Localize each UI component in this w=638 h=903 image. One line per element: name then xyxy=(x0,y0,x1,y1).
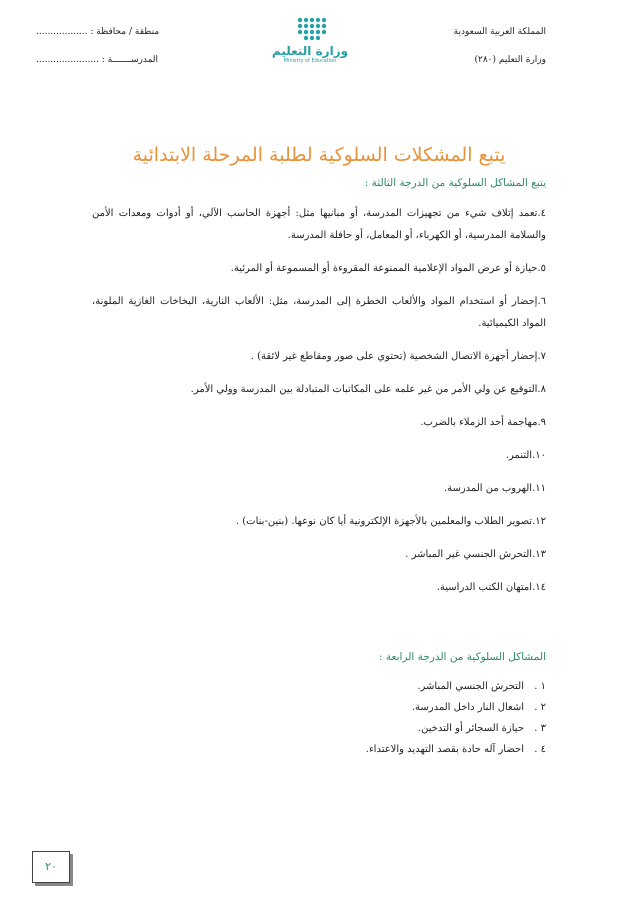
ministry-logo-icon xyxy=(262,14,358,44)
page-number: ٢٠ xyxy=(32,851,70,883)
list-item: ١٠.التنمر. xyxy=(505,450,546,461)
list-item: ١٤.امتهان الكتب الدراسية. xyxy=(436,582,546,593)
list-item: ٨.التوقيع عن ولي الأمر من غير علمه على المكاتبات المتبادلة بين المدرسة وولي الأمر. xyxy=(190,384,546,395)
page-title: يتبع المشكلات السلوكية لطلبة المرحلة الابتدائية xyxy=(132,144,506,166)
list-item xyxy=(92,739,546,760)
item-number: ٤ . xyxy=(534,744,546,755)
list-item: ٤.تعمد إتلاف شيء من تجهيزات المدرسة، أو مبانيها مثل: أجهزة الحاسب الآلي، أو أدوات ومعدات الأمن والسلامة المدرسية، أو الكهرباء، أو المعامل، أو حافلة المدرسة. xyxy=(92,208,546,241)
section-heading: يتبع المشاكل السلوكية من الدرجة الثالثة : xyxy=(364,177,546,189)
item-text: احضار آله حادة بقصد التهديد والاعتداء. xyxy=(365,744,524,755)
item-text: حيازة السجائر أو التدخين. xyxy=(417,723,524,734)
list-item: ٥.حيازة أو عرض المواد الإعلامية الممنوعة المقروءة أو المسموعة أو المرئية. xyxy=(230,263,546,274)
section-third-degree xyxy=(92,176,546,599)
list-item: ٧.إحضار أجهزة الاتصال الشخصية (تحتوي على صور ومقاطع غير لائقة) . xyxy=(250,351,546,362)
ministry-logo xyxy=(262,14,358,62)
list-item xyxy=(92,718,546,739)
section-fourth-degree xyxy=(92,650,546,760)
region-field: منطقة / محافظة : .................. xyxy=(36,27,160,37)
item-text: اشعال النار داخل المدرسة. xyxy=(411,702,524,713)
list-item: ٩.مهاجمة أحد الزملاء بالضرب. xyxy=(420,417,546,428)
logo-subtitle: Ministry of Education xyxy=(283,58,337,64)
section-heading: المشاكل السلوكية من الدرجة الرابعة : xyxy=(379,651,546,663)
list-item: ١١.الهروب من المدرسة. xyxy=(443,483,546,494)
list-item: ١٣.التحرش الجنسي غير المباشر . xyxy=(405,549,546,560)
item-number: ١ . xyxy=(534,681,546,692)
list-item: ٦.إحضار أو استخدام المواد والألعاب الخطرة إلى المدرسة، مثل: الألعاب النارية، البخاخات الغازية الملونة، المواد الكيميائية. xyxy=(92,296,546,329)
item-text: التحرش الجنسي المباشر. xyxy=(417,681,524,692)
country-name: المملكة العربية السعودية xyxy=(453,27,546,37)
item-number: ٣ . xyxy=(534,723,546,734)
list-item xyxy=(92,697,546,718)
logo-text: وزارة التعليم xyxy=(271,44,349,58)
list-item xyxy=(92,676,546,697)
header-left xyxy=(36,18,159,74)
list-item: ١٢.تصوير الطلاب والمعلمين بالأجهزة الإلكترونية أيا كان نوعها. (بنين-بنات) . xyxy=(235,516,546,527)
ministry-name: وزارة التعليم (٢٨٠) xyxy=(474,55,546,65)
header-right xyxy=(454,18,546,74)
school-field: المدرســـــــة : ...................... xyxy=(36,55,159,65)
fourth-degree-list xyxy=(92,676,546,760)
item-number: ٢ . xyxy=(534,702,546,713)
